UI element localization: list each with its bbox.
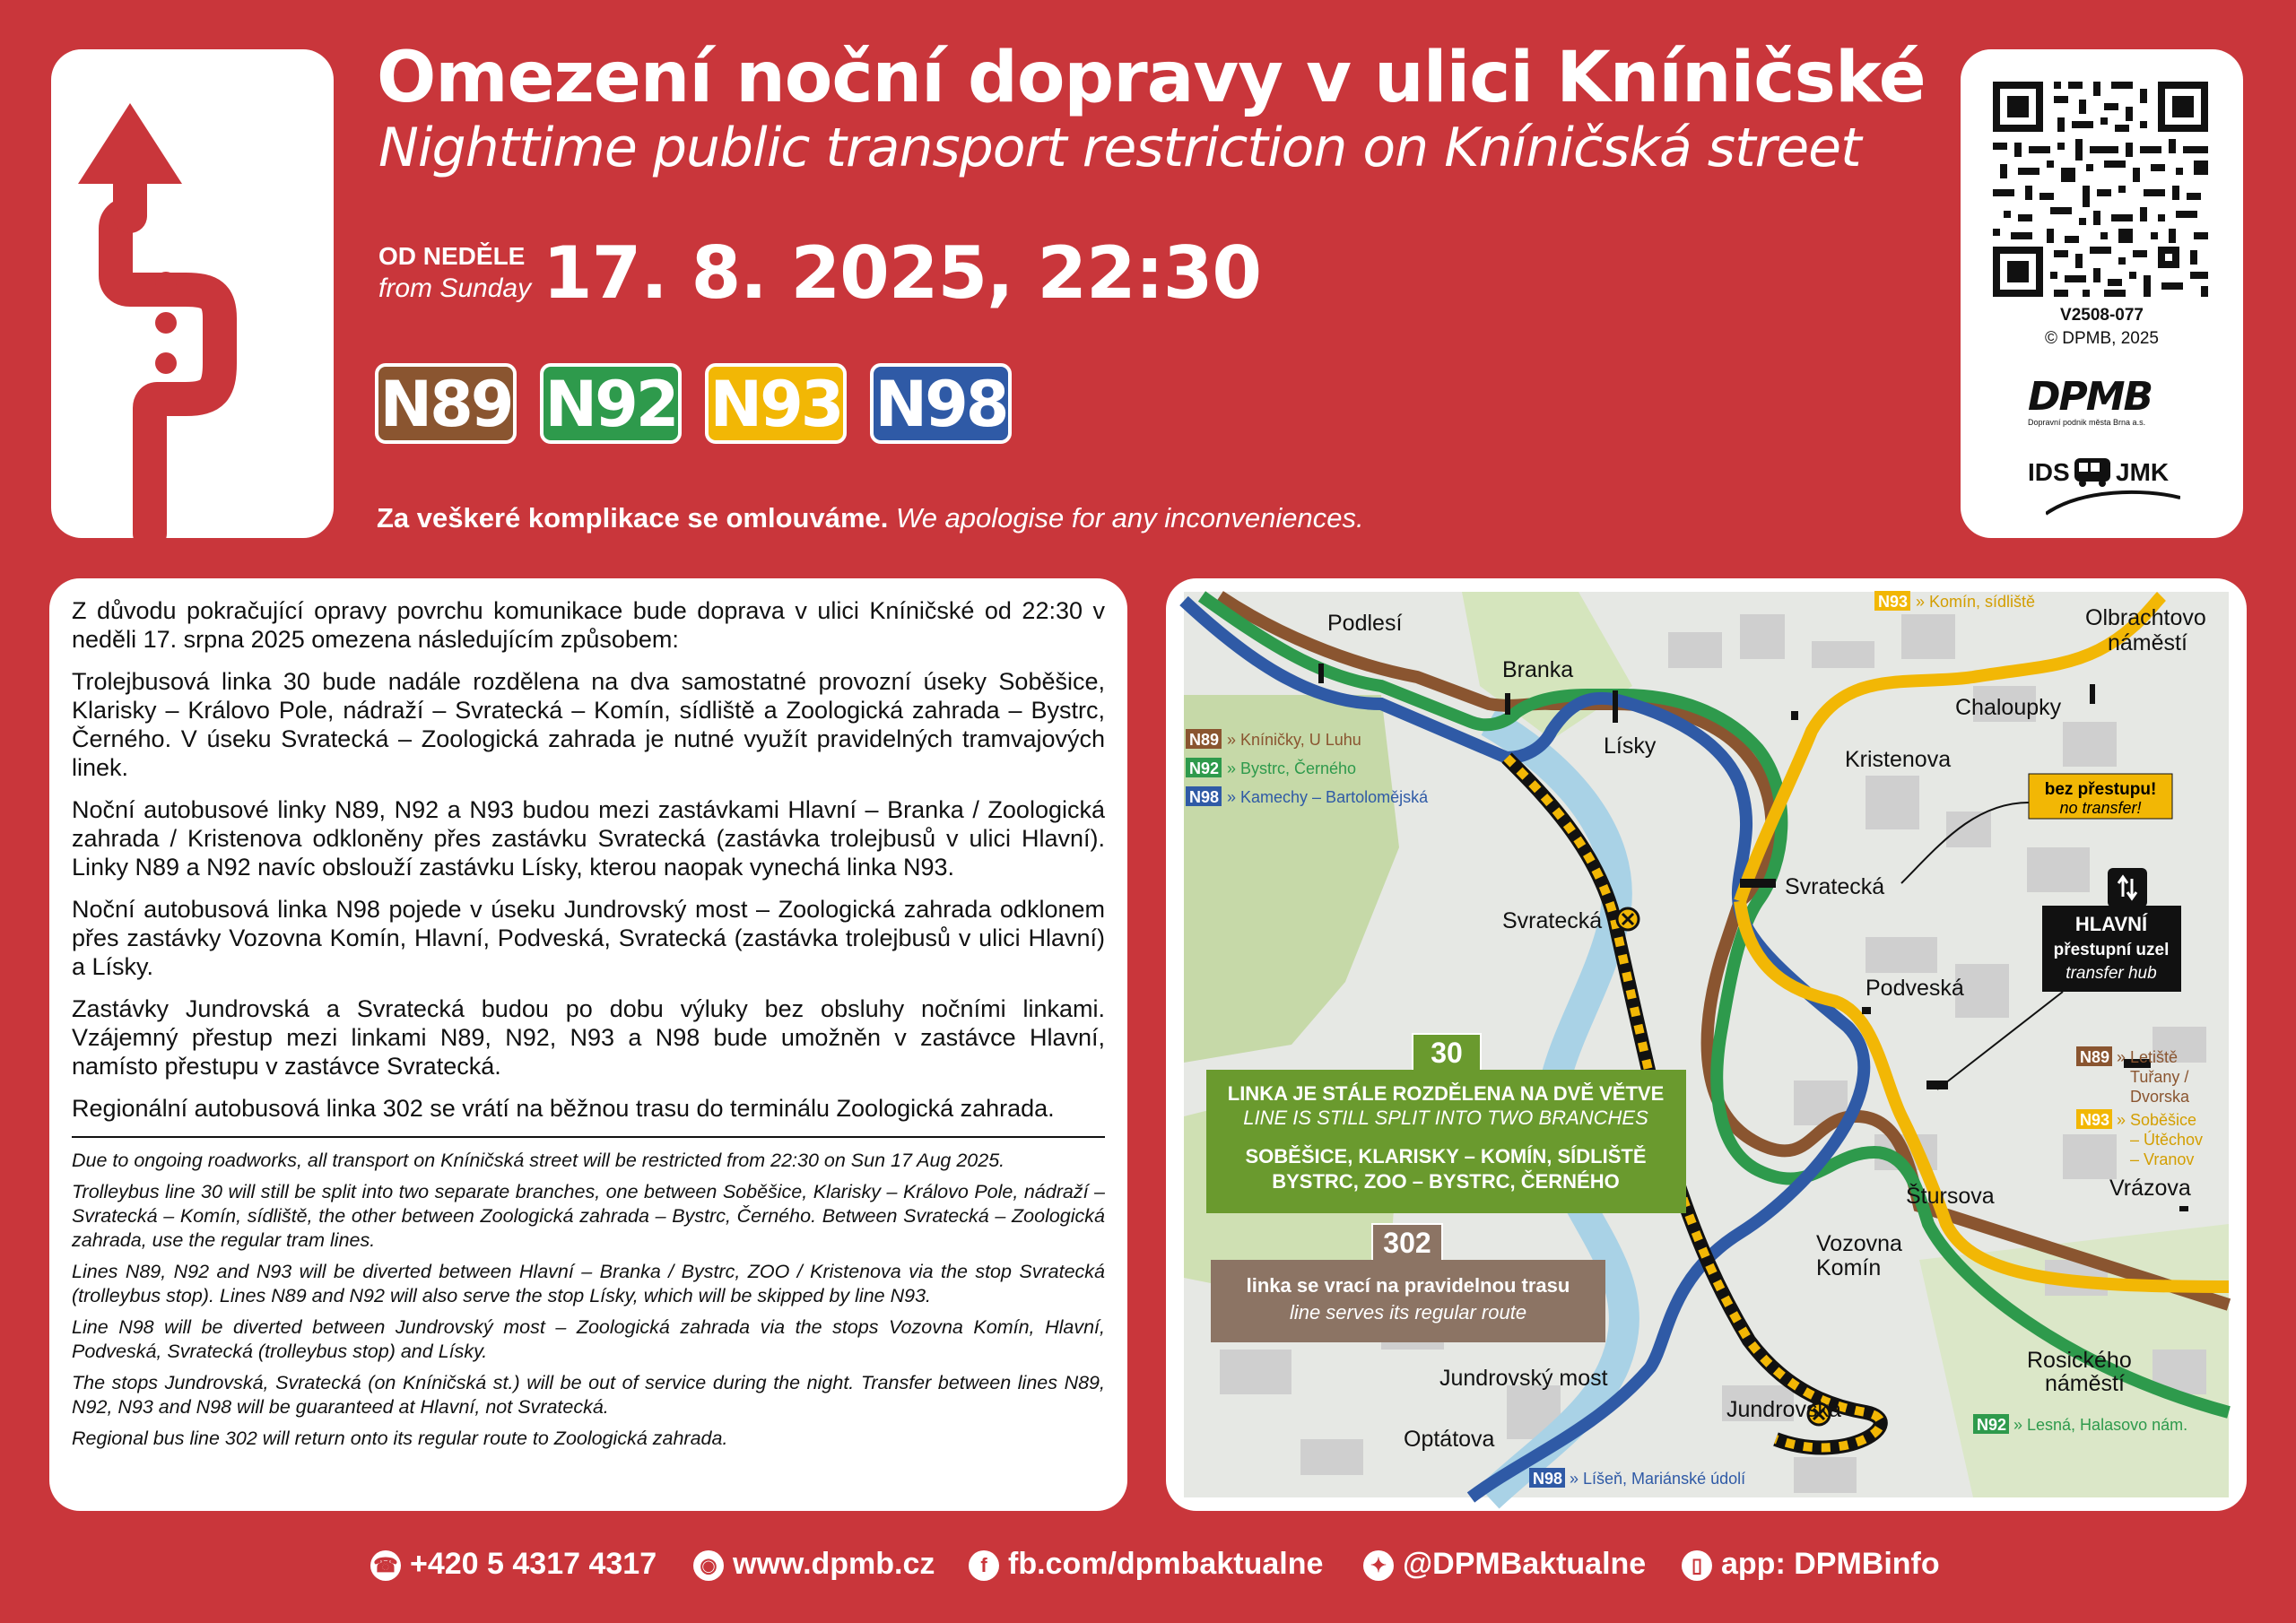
apology — [377, 502, 1364, 534]
footer-web[interactable] — [693, 1547, 935, 1582]
web-text: www.dpmb.cz — [733, 1547, 935, 1581]
legend-n92-line: N92 — [1189, 759, 1220, 777]
stop-svratecka-hlavni: Svratecká — [1785, 874, 1885, 899]
title-cs: Omezení noční dopravy v ulici Kníničské — [377, 38, 1926, 118]
qr-code-icon[interactable] — [1993, 82, 2208, 297]
closed-stop-svratecka-icon — [1617, 908, 1639, 930]
bus-icon — [2073, 456, 2112, 487]
stop-vozovna-2: Komín — [1816, 1255, 1882, 1280]
line-badge-n93: N93 — [705, 363, 847, 444]
dpmb-logo-text: DPMB — [2028, 374, 2152, 420]
paragraph-cs-4: Noční autobusová linka N98 pojede v úseku Jundrovský most – Zoologická zahrada odklonem přes zastávky Vozovna Komín, Hlavní, Podveská, Svratecká (zastávka trolejbusů v ulici Hlavní) a Lísky. — [72, 896, 1105, 980]
stop-olbrachtovo-2: náměstí — [2108, 630, 2187, 655]
legend-n89-text: » Kníničky, U Luhu — [1227, 731, 1361, 749]
paragraph-en-6: Regional bus line 302 will return onto its regular route to Zoologická zahrada. — [72, 1428, 728, 1449]
line-badge-n89: N89 — [375, 363, 517, 444]
twitter-text: @DPMBaktualne — [1403, 1547, 1647, 1581]
facebook-icon: f — [969, 1550, 999, 1581]
line-badge-n98: N98 — [870, 363, 1012, 444]
route-map-panel — [1166, 578, 2247, 1511]
facebook-text: fb.com/dpmbaktualne — [1008, 1547, 1324, 1581]
bottom-n98-text: » Líšeň, Mariánské údolí — [1570, 1470, 1746, 1488]
phone-text: +420 5 4317 4317 — [410, 1547, 657, 1581]
line-302-cs: linka se vrací na pravidelnou trasu — [1246, 1274, 1570, 1297]
from-label-en: from Sunday — [378, 273, 532, 303]
right-n89-line: N89 — [2080, 1048, 2110, 1066]
paragraph-en-1: Due to ongoing roadworks, all transport on Kníničská street will be restricted from 22:30 on Sun 17 Aug 2025. — [72, 1150, 1005, 1171]
dpmb-logo — [2028, 374, 2176, 427]
twitter-icon: ✦ — [1363, 1550, 1394, 1581]
detour-sign — [51, 49, 334, 538]
globe-icon: ◉ — [693, 1550, 724, 1581]
stop-vozovna-1: Vozovna — [1816, 1231, 1902, 1256]
apology-en: We apologise for any inconveniences. — [896, 502, 1364, 534]
right-n89-text-3: Dvorska — [2130, 1088, 2190, 1106]
dpmb-logo-subtitle: Dopravní podnik města Brna a.s. — [2028, 418, 2146, 427]
route-map — [1166, 578, 2247, 1511]
no-transfer-cs: bez přestupu! — [2044, 780, 2157, 799]
n93-top-label — [1874, 591, 2035, 611]
ids-jmk-logo — [2028, 453, 2180, 516]
stop-jundrovsky-most: Jundrovský most — [1439, 1366, 1608, 1391]
stop-kristenova: Kristenova — [1845, 747, 1952, 772]
stop-stursova: Štursova — [1906, 1184, 1995, 1209]
effective-date: 17. 8. 2025, 22:30 — [543, 231, 1262, 315]
divider — [72, 1136, 1105, 1138]
paragraph-cs-5: Zastávky Jundrovská a Svratecká budou po dobu výluky bez obsluhy nočními linkami. Vzájemný přestup mezi linkami N89, N92, N93 a N98 bude umožněn v zastávce Hlavní, namísto přestupu v zastávce Svratecká. — [72, 995, 1105, 1080]
hub-cs: přestupní uzel — [2053, 941, 2170, 959]
paragraph-cs-1: Z důvodu pokračující opravy povrchu komunikace bude doprava v ulici Kníničské od 22:30 v neděli 17. srpna 2025 omezena následujícím způsobem: — [72, 597, 1105, 653]
stop-jundrovska: Jundrovská — [1726, 1397, 1841, 1422]
paragraph-en-4: Line N98 will be diverted between Jundrovský most – Zoologická zahrada via the stops Vozovna Komín, Hlavní, Podveská, Svratecká (trolleybus stop) and Lísky. — [72, 1316, 1105, 1362]
hub-title: HLAVNÍ — [2074, 913, 2148, 935]
stop-podveska: Podveská — [1866, 976, 1964, 1001]
paragraph-cs-3: Noční autobusové linky N89, N92 a N93 budou mezi zastávkami Hlavní – Branka / Zoologická zahrada / Kristenova odkloněny přes zastávku Svratecká (zastávka trolejbusů v ulici Hlavní). Linky N89 a N92 navíc obslouží zastávku Lísky, kterou naopak vynechá linka N93. — [72, 796, 1105, 881]
apology-cs: Za veškeré komplikace se omlouváme. — [377, 502, 889, 534]
jmk-logo-text: JMK — [2116, 458, 2170, 486]
legend-n89-line: N89 — [1189, 731, 1220, 749]
footer-twitter[interactable] — [1363, 1547, 1646, 1582]
footer-app[interactable] — [1682, 1547, 1940, 1582]
app-icon: ▯ — [1682, 1550, 1712, 1581]
line-30-number: 30 — [1431, 1037, 1463, 1069]
right-n89-text-2: Tuřany / — [2130, 1068, 2189, 1086]
transfer-icon-bg — [2108, 868, 2147, 907]
bottom-n98-line: N98 — [1533, 1470, 1563, 1488]
from-label-cs: OD NEDĚLE — [378, 242, 526, 270]
stop-branka: Branka — [1502, 657, 1574, 682]
info-text-panel — [49, 578, 1127, 1511]
paragraph-cs-6: Regionální autobusová linka 302 se vrátí na běžnou trasu do terminálu Zoologická zahrada. — [72, 1095, 1055, 1122]
legend-n98-line: N98 — [1189, 788, 1220, 806]
legend-n98-text: » Kamechy – Bartolomějská — [1227, 788, 1429, 806]
copyright: © DPMB, 2025 — [2045, 329, 2159, 348]
right-n93-text-1: » Soběšice — [2117, 1111, 2197, 1129]
stop-optatova: Optátova — [1404, 1427, 1495, 1452]
notice-code: V2508-077 — [2060, 306, 2144, 325]
right-n93-line: N93 — [2080, 1111, 2110, 1129]
bottom-n92-line: N92 — [1977, 1416, 2007, 1434]
no-transfer-en: no transfer! — [2059, 799, 2142, 817]
line-30-branch-1: SOBĚŠICE, KLARISKY – KOMÍN, SÍDLIŠTĚ — [1245, 1145, 1647, 1167]
detour-icon — [51, 49, 334, 538]
paragraph-en-2: Trolleybus line 30 will still be split into two separate branches, one between Soběšice, Klarisky – Královo Pole, nádraží – Svratecká – Komín, sídliště, the other between Zoologická zahrada – Bystrc, Černého. Between Svratecká – Zoologická zahrada, use the regular tram lines. — [72, 1181, 1105, 1251]
stop-svratecka-closed: Svratecká — [1502, 908, 1603, 933]
stop-rosickeho-1: Rosického — [2027, 1348, 2132, 1373]
line-30-en: LINE IS STILL SPLIT INTO TWO BRANCHES — [1243, 1107, 1648, 1129]
footer-facebook[interactable] — [969, 1547, 1323, 1582]
n93-top-line: N93 — [1878, 593, 1909, 611]
phone-icon: ☎ — [370, 1550, 401, 1581]
bottom-n92-text: » Lesná, Halasovo nám. — [2013, 1416, 2188, 1434]
stop-rosickeho-2: náměstí — [2045, 1371, 2125, 1396]
stop-lisky: Lísky — [1604, 733, 1657, 759]
title-en: Nighttime public transport restriction on Kníničská street — [378, 117, 1861, 179]
n93-top-text: » Komín, sídliště — [1916, 593, 2036, 611]
app-text: app: DPMBinfo — [1721, 1547, 1940, 1581]
paragraph-cs-2: Trolejbusová linka 30 bude nadále rozdělena na dva samostatné provozní úseky Soběšice, Klarisky – Královo Pole, nádraží – Svratecká – Komín, sídliště a Zoologická zahrada – Bystrc, Černého. V úseku Svratecká – Zoologická zahrada je nutné využít pravidelných tramvajových linek. — [72, 668, 1105, 781]
stop-podlesi: Podlesí — [1327, 611, 1403, 636]
line-302-number: 302 — [1383, 1227, 1431, 1259]
qr-panel — [1961, 49, 2243, 538]
line-30-branch-2: BYSTRC, ZOO – BYSTRC, ČERNÉHO — [1272, 1170, 1620, 1193]
right-n93-text-3: – Vranov — [2130, 1150, 2195, 1168]
line-badge-n92: N92 — [540, 363, 682, 444]
right-n93-text-2: – Útěchov — [2130, 1131, 2204, 1149]
paragraph-en-3: Lines N89, N92 and N93 will be diverted between Hlavní – Branka / Bystrc, ZOO / Kristenova via the stop Svratecká (trolleybus stop). Lines N89 and N92 will also serve the stop Lísky, which will be skipped by line N93. — [72, 1261, 1105, 1306]
paragraph-en-5: The stops Jundrovská, Svratecká (on Kníničská st.) will be out of service during the night. Transfer between lines N89, N92, N93 and N98 will be guaranteed at Hlavní, not Svratecká. — [72, 1372, 1105, 1418]
footer-phone[interactable] — [370, 1547, 657, 1582]
right-n89-text-1: » Letiště — [2117, 1048, 2179, 1066]
ids-swoosh-icon — [2046, 489, 2180, 516]
legend-n92-text: » Bystrc, Černého — [1227, 759, 1357, 777]
ids-logo-text: IDS — [2028, 458, 2070, 486]
hub-en: transfer hub — [2066, 964, 2157, 983]
stop-chaloupky: Chaloupky — [1955, 695, 2062, 720]
stop-vrazova: Vrázova — [2109, 1176, 2191, 1201]
line-30-cs: LINKA JE STÁLE ROZDĚLENA NA DVĚ VĚTVE — [1227, 1082, 1665, 1105]
line-302-en: line serves its regular route — [1289, 1301, 1527, 1324]
stop-olbrachtovo-1: Olbrachtovo — [2085, 605, 2206, 630]
